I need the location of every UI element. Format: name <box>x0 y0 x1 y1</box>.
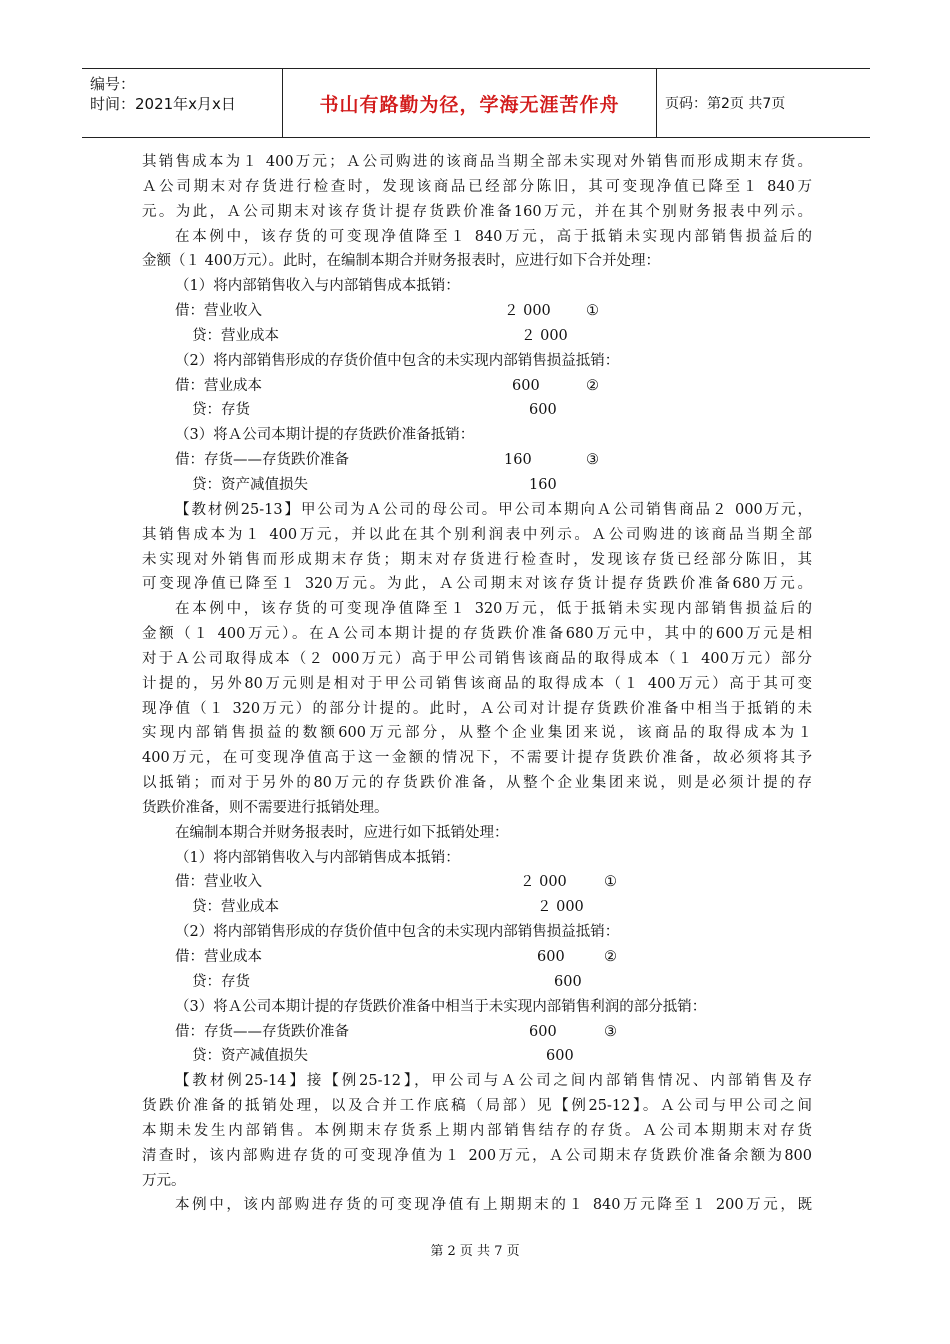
entry-heading: （3）将Ａ公司本期计提的存货跌价准备抵销： <box>175 427 475 444</box>
document-date: 时间：2021年x月x日 <box>90 95 236 113</box>
document-body <box>142 150 812 1218</box>
entry-account: 借：营业成本 <box>175 949 262 965</box>
text-line: 未实现对外销售而形成期末存货；期末对存货进行检查时，发现该存货已经部分陈旧，其 <box>142 551 812 568</box>
entry-account: 借：营业收入 <box>175 874 262 891</box>
entry-amount: ２ 000 <box>537 899 584 916</box>
text-line: Ａ公司期末对存货进行检查时，发现该商品已经部分陈旧，其可变现净值已降至１ 840万 <box>142 178 812 195</box>
entry-amount: 600 <box>529 1023 557 1040</box>
journal-entry-debit <box>142 870 812 895</box>
text-line: 可变现净值已降至１ 320万元。为此，Ａ公司期末对该存货计提存货跌价准备680万元。 <box>142 576 812 593</box>
text-line: 货跌价准备，则不需要进行抵销处理。 <box>142 799 389 816</box>
page-footer: 第 2 页 共 7 页 <box>430 1244 520 1259</box>
entry-amount: 600 <box>537 949 565 965</box>
header-info-cell <box>82 69 283 137</box>
text-line: 现净值（１ 320万元）的部分计提的。此时，Ａ公司对计提存货跌价准备中相当于抵销的未 <box>142 700 812 717</box>
journal-entry-credit <box>142 398 812 423</box>
entry-mark: ② <box>604 949 617 965</box>
journal-entry-debit <box>142 1020 812 1045</box>
text-line: 以抵销；而对于另外的80万元的存货跌价准备，从整个企业集团来说，则是必须计提的存 <box>142 775 812 792</box>
entry-account: 贷：资产减值损失 <box>192 1048 308 1065</box>
entry-heading: （1）将内部销售收入与内部销售成本抵销： <box>175 278 460 295</box>
text-line: 对于Ａ公司取得成本（２ 000万元）高于甲公司销售该商品的取得成本（１ 400万元）部分 <box>142 650 812 667</box>
entry-amount: ２ 000 <box>504 303 551 320</box>
header-motto: 书山有路勤为径，学海无涯苦作舟 <box>319 93 620 116</box>
entry-heading: （2）将内部销售形成的存货价值中包含的未实现内部销售损益抵销： <box>175 924 620 941</box>
entry-account: 借：存货——存货跌价准备 <box>175 1023 349 1040</box>
journal-entry-credit <box>142 324 812 349</box>
entry-amount: 600 <box>554 973 582 990</box>
entry-heading: （1）将内部销售收入与内部销售成本抵销： <box>175 849 460 866</box>
text-line: 实现内部销售损益的数额600万元部分，从整个企业集团来说，该商品的取得成本为１ <box>142 725 812 742</box>
document-number: 编号： <box>90 75 136 93</box>
text-line: 其销售成本为１ 400万元；Ａ公司购进的该商品当期全部未实现对外销售而形成期末存货。 <box>142 154 812 170</box>
entry-amount: 160 <box>529 476 557 493</box>
journal-entry-credit <box>142 970 812 995</box>
entry-mark: ② <box>586 377 599 394</box>
text-line: 清查时，该内部购进存货的可变现净值为１ 200万元，Ａ公司期末存货跌价准备余额为800 <box>142 1147 812 1164</box>
journal-entry-credit <box>142 473 812 498</box>
text-line: 货跌价准备的抵销处理，以及合并工作底稿（局部）见【例25-12】。Ａ公司与甲公司之间 <box>142 1098 812 1115</box>
entry-amount: 600 <box>512 377 540 394</box>
entry-mark: ① <box>586 303 599 320</box>
entry-account: 借：存货——存货跌价准备 <box>175 452 349 469</box>
text-line: 金额（１ 400万元）。在Ａ公司本期计提的存货跌价准备680万元中，其中的600万元是相 <box>142 626 812 643</box>
text-line: 元。为此，Ａ公司期末对该存货计提存货跌价准备160万元，并在其个别财务报表中列示。 <box>142 203 812 220</box>
entry-account: 贷：营业成本 <box>192 327 279 344</box>
entry-account: 借：营业收入 <box>175 303 262 320</box>
journal-entry-debit <box>142 374 812 399</box>
journal-entry-credit <box>142 1044 812 1069</box>
header-page-code: 页码：第2页 共7页 <box>665 96 786 112</box>
journal-entry-credit <box>142 895 812 920</box>
entry-amount: ２ 000 <box>521 327 568 344</box>
text-line: 其销售成本为１ 400万元，并以此在其个别利润表中列示。Ａ公司购进的该商品当期全部 <box>142 526 812 543</box>
entry-account: 贷：营业成本 <box>192 899 279 916</box>
entry-amount: 600 <box>529 402 557 419</box>
header-motto-cell <box>283 69 657 137</box>
journal-entry-debit <box>142 945 812 970</box>
text-line: 在编制本期合并财务报表时，应进行如下抵销处理： <box>175 824 509 841</box>
text-line: 本期未发生内部销售。本例期末存货系上期内部销售结存的存货。Ａ公司本期期末对存货 <box>142 1122 812 1139</box>
page-header <box>82 68 870 138</box>
text-line: 400万元，在可变现净值高于这一金额的情况下，不需要计提存货跌价准备，故必须将其予 <box>142 750 812 767</box>
entry-account: 贷：资产减值损失 <box>192 476 308 493</box>
text-line: 计提的，另外80万元则是相对于甲公司销售该商品的取得成本（１ 400万元）高于其可变 <box>142 675 812 692</box>
entry-account: 贷：存货 <box>192 402 250 419</box>
entry-account: 借：营业成本 <box>175 377 262 394</box>
entry-amount: 160 <box>504 452 532 469</box>
text-line: 在本例中，该存货的可变现净值降至１ 840万元，高于抵销未实现内部销售损益后的 <box>175 228 812 245</box>
text-line: 【教材例25-13】甲公司为Ａ公司的母公司。甲公司本期向Ａ公司销售商品２ 000万元， <box>175 501 812 518</box>
entry-heading: （2）将内部销售形成的存货价值中包含的未实现内部销售损益抵销： <box>175 352 620 369</box>
entry-mark: ① <box>604 874 617 891</box>
entry-amount: ２ 000 <box>520 874 567 891</box>
text-line: 金额（１ 400万元）。此时，在编制本期合并财务报表时，应进行如下合并处理： <box>142 253 661 270</box>
text-line: 【教材例25-14】接【例25-12】，甲公司与Ａ公司之间内部销售情况、内部销售及存 <box>175 1073 812 1090</box>
text-line: 本例中，该内部购进存货的可变现净值有上期期末的１ 840万元降至１ 200万元，既 <box>175 1197 812 1214</box>
entry-account: 贷：存货 <box>192 973 250 990</box>
entry-mark: ③ <box>604 1023 617 1040</box>
entry-amount: 600 <box>546 1048 574 1065</box>
entry-mark: ③ <box>586 452 599 469</box>
journal-entry-debit <box>142 299 812 324</box>
entry-heading: （3）将Ａ公司本期计提的存货跌价准备中相当于未实现内部销售利润的部分抵销： <box>175 998 707 1015</box>
text-line: 在本例中，该存货的可变现净值降至１ 320万元，低于抵销未实现内部销售损益后的 <box>175 601 812 618</box>
journal-entry-debit <box>142 448 812 473</box>
text-line: 万元。 <box>142 1172 186 1189</box>
header-page-cell <box>657 69 870 137</box>
